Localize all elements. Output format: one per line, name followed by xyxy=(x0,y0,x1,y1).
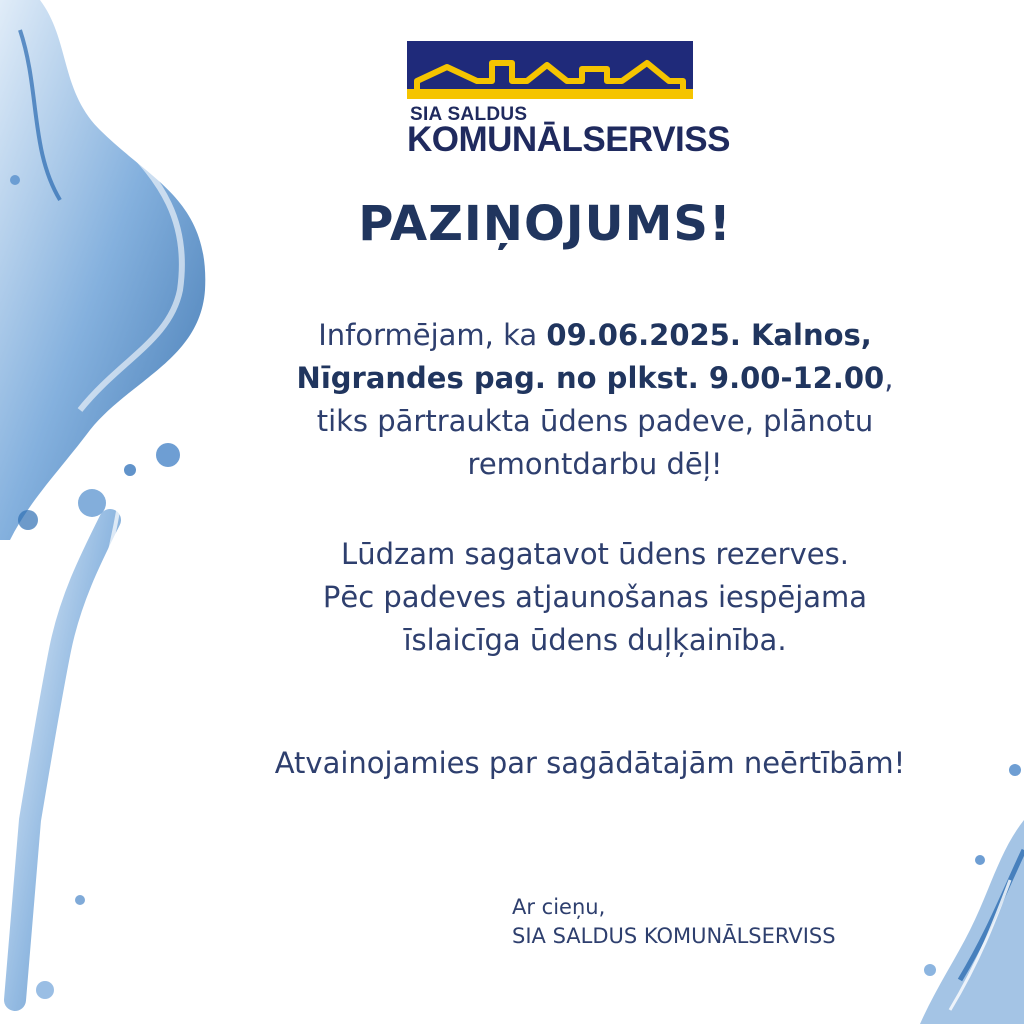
p1-intro: Informējam, ka xyxy=(318,318,547,352)
page-title: PAZIŅOJUMS! xyxy=(358,196,732,252)
logo-line2: KOMUNĀLSERVISS xyxy=(407,120,730,159)
p2-line-2: Pēc padeves atjaunošanas iespējama xyxy=(322,580,868,614)
rooftops-icon xyxy=(407,41,693,99)
p1-rest-2: remontdarbu dēļ! xyxy=(467,447,723,481)
p1-bold-date: 09.06.2025. Kalnos, xyxy=(546,318,872,352)
company-logo xyxy=(407,41,693,99)
p2-line-1: Lūdzam sagatavot ūdens rezerves. xyxy=(341,537,849,571)
apology-text: Atvainojamies par sagādātajām neērtībām! xyxy=(274,746,906,780)
p2-line-3: īslaicīga ūdens duļķainība. xyxy=(403,623,787,657)
water-splash-left xyxy=(0,0,240,1024)
signature-greeting: Ar cieņu, xyxy=(512,895,606,919)
signature xyxy=(512,893,836,951)
logo-line1: SIA SALDUS xyxy=(410,104,528,125)
p1-rest-1: tiks pārtraukta ūdens padeve, plānotu xyxy=(316,404,874,438)
water-splash-right xyxy=(900,760,1024,1024)
p1-bold-time: Nīgrandes pag. no plkst. 9.00-12.00 xyxy=(296,361,885,395)
notice-paragraph-1 xyxy=(200,314,990,486)
signature-company: SIA SALDUS KOMUNĀLSERVISS xyxy=(512,924,836,948)
logo-banner xyxy=(407,41,693,99)
notice-paragraph-2 xyxy=(200,533,990,662)
p1-comma: , xyxy=(884,361,894,395)
